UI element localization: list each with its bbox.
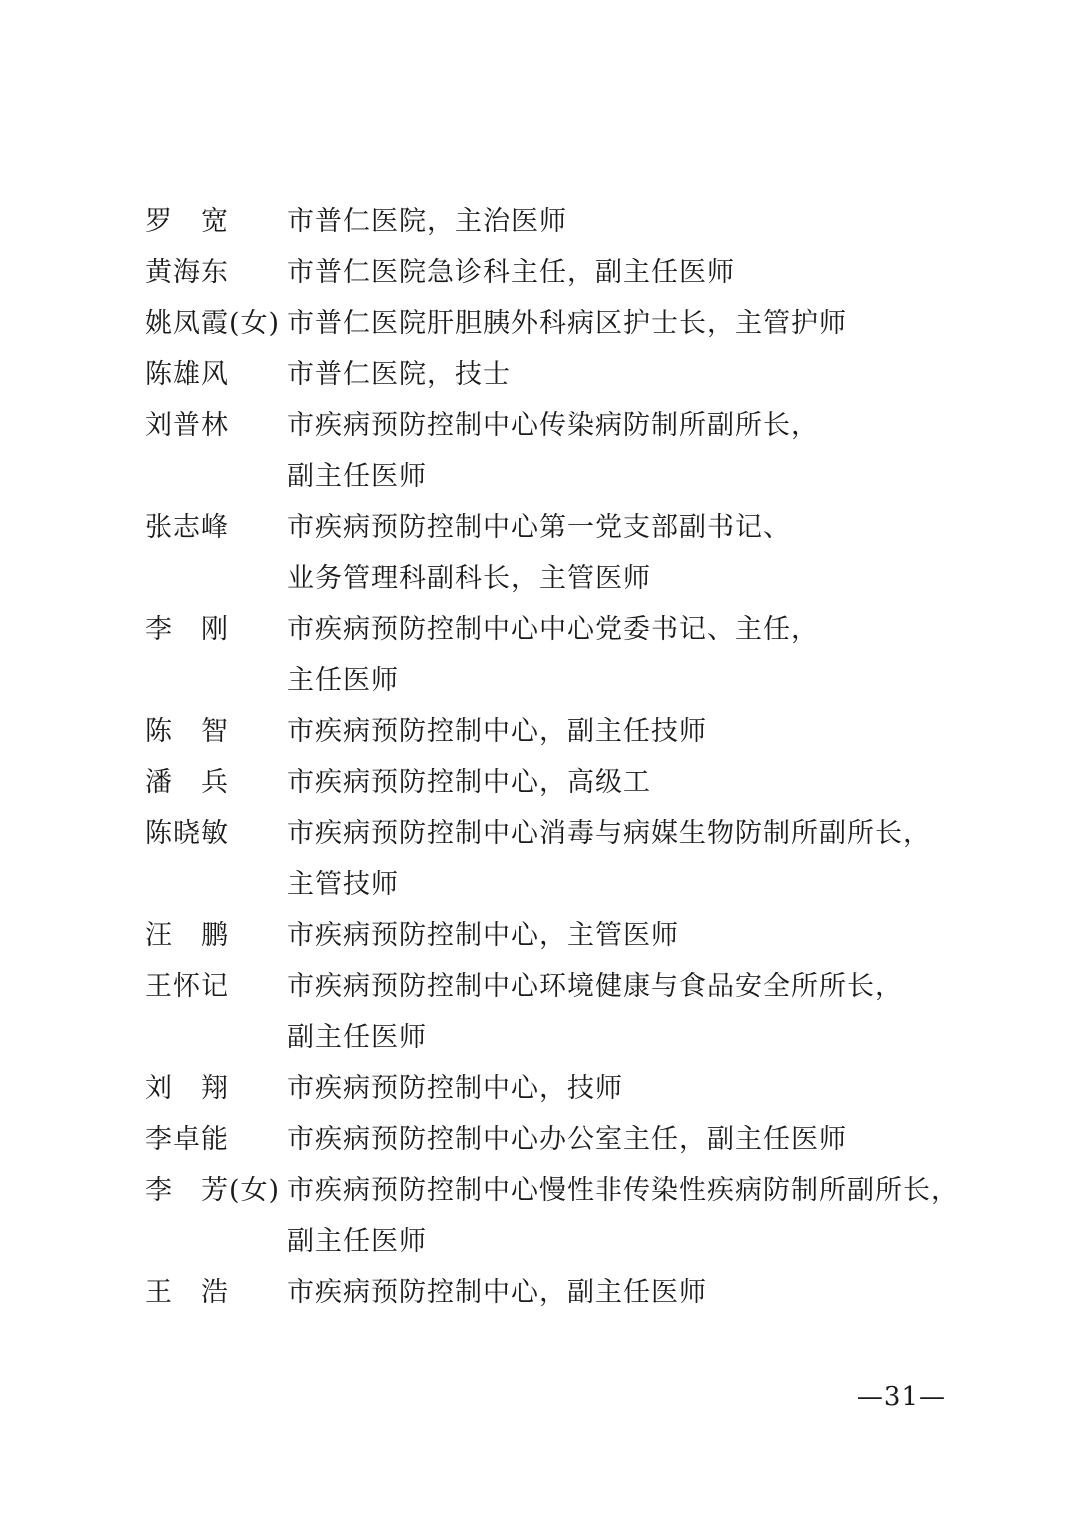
list-item xyxy=(145,1063,965,1114)
description-line: 主任医师 xyxy=(287,665,399,696)
list-item xyxy=(145,961,965,1063)
person-name: 陈晓敏 xyxy=(145,818,229,849)
person-name: 汪 鹏 xyxy=(145,920,229,951)
list-item xyxy=(145,400,965,502)
description-line: 市疾病预防控制中心慢性非传染性疾病防制所副所长， xyxy=(287,1175,959,1206)
description-line: 市疾病预防控制中心第一党支部副书记、 xyxy=(287,512,791,543)
description-line: 市疾病预防控制中心传染病防制所副所长， xyxy=(287,410,819,441)
person-name: 王怀记 xyxy=(145,971,229,1002)
person-name: 陈 智 xyxy=(145,716,229,747)
list-item xyxy=(145,808,965,910)
person-description xyxy=(287,961,965,1063)
person-description xyxy=(287,1114,965,1165)
description-line: 市疾病预防控制中心，副主任医师 xyxy=(287,1277,707,1308)
description-line: 市普仁医院肝胆胰外科病区护士长，主管护师 xyxy=(287,308,847,339)
person-name: 潘 兵 xyxy=(145,767,229,798)
description-line: 副主任医师 xyxy=(287,1226,427,1257)
description-line: 副主任医师 xyxy=(287,461,427,492)
person-description xyxy=(287,1165,965,1267)
list-item xyxy=(145,247,965,298)
person-name: 王 浩 xyxy=(145,1277,229,1308)
description-line: 市普仁医院，技士 xyxy=(287,359,511,390)
list-item xyxy=(145,196,965,247)
person-description xyxy=(287,757,965,808)
description-line: 市疾病预防控制中心环境健康与食品安全所所长， xyxy=(287,971,903,1002)
person-description xyxy=(287,196,965,247)
person-name: 刘普林 xyxy=(145,410,229,441)
person-description xyxy=(287,1267,965,1318)
description-line: 市疾病预防控制中心中心党委书记、主任， xyxy=(287,614,819,645)
list-item xyxy=(145,757,965,808)
person-description xyxy=(287,247,965,298)
list-item xyxy=(145,1267,965,1318)
description-line: 市疾病预防控制中心消毒与病媒生物防制所副所长， xyxy=(287,818,931,849)
description-line: 市普仁医院急诊科主任，副主任医师 xyxy=(287,257,735,288)
description-line: 市疾病预防控制中心办公室主任，副主任医师 xyxy=(287,1124,847,1155)
person-name: 刘 翔 xyxy=(145,1073,229,1104)
description-line: 主管技师 xyxy=(287,869,399,900)
description-line: 市普仁医院，主治医师 xyxy=(287,206,567,237)
list-item xyxy=(145,1114,965,1165)
person-description xyxy=(287,604,965,706)
person-name: 李卓能 xyxy=(145,1124,229,1155)
list-item xyxy=(145,298,965,349)
entry-list xyxy=(145,196,965,1318)
description-line: 业务管理科副科长，主管医师 xyxy=(287,563,651,594)
person-name: 张志峰 xyxy=(145,512,229,543)
description-line: 市疾病预防控制中心，副主任技师 xyxy=(287,716,707,747)
person-name: 李 芳(女) xyxy=(145,1175,281,1206)
person-name: 姚凤霞(女) xyxy=(145,308,281,339)
list-item xyxy=(145,502,965,604)
person-name: 李 刚 xyxy=(145,614,229,645)
person-description xyxy=(287,349,965,400)
person-name: 黄海东 xyxy=(145,257,229,288)
description-line: 副主任医师 xyxy=(287,1022,427,1053)
description-line: 市疾病预防控制中心，技师 xyxy=(287,1073,623,1104)
list-item xyxy=(145,1165,965,1267)
list-item xyxy=(145,604,965,706)
person-description xyxy=(287,400,965,502)
person-name: 陈雄风 xyxy=(145,359,229,390)
person-description xyxy=(287,910,965,961)
person-description xyxy=(287,298,965,349)
page-number: —31— xyxy=(856,1382,946,1412)
person-description xyxy=(287,706,965,757)
list-item xyxy=(145,910,965,961)
description-line: 市疾病预防控制中心，高级工 xyxy=(287,767,651,798)
person-description xyxy=(287,502,965,604)
list-item xyxy=(145,349,965,400)
person-description xyxy=(287,808,965,910)
list-item xyxy=(145,706,965,757)
description-line: 市疾病预防控制中心，主管医师 xyxy=(287,920,679,951)
person-name: 罗 宽 xyxy=(145,206,229,237)
person-description xyxy=(287,1063,965,1114)
